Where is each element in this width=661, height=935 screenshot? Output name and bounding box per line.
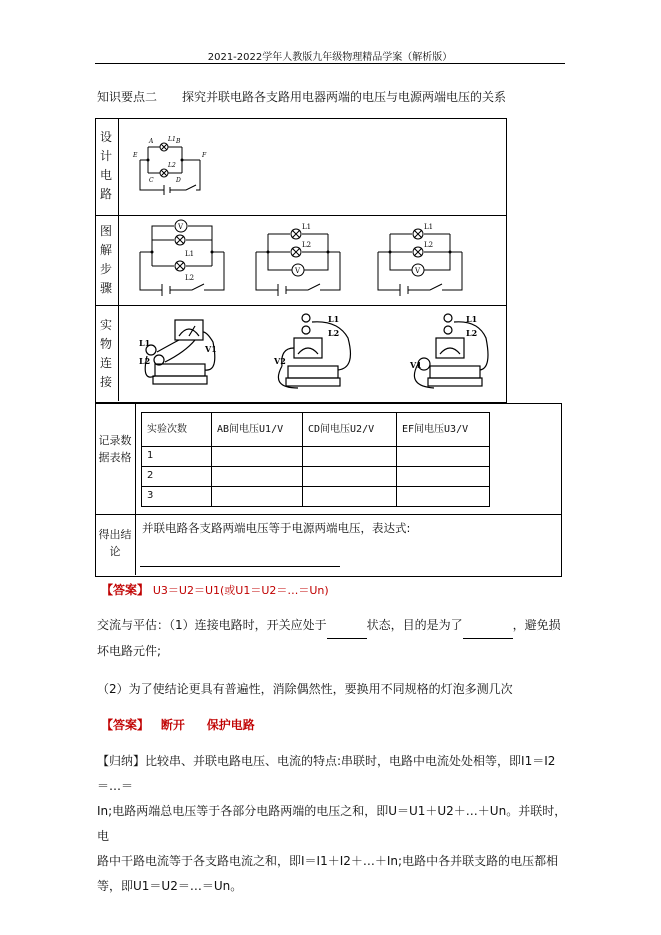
- design-label: E: [133, 152, 138, 159]
- table-cell: 3: [141, 486, 212, 507]
- table-cell[interactable]: [302, 446, 397, 467]
- answer-tag: 【答案】: [101, 583, 150, 597]
- answer-text: 保护电路: [206, 718, 255, 732]
- diagram-circuit-2: [248, 212, 348, 300]
- design-label: D: [176, 177, 181, 184]
- summary-line: 路中干路电流等于各支路电流之和，即I＝I1＋I2＋…＋In;电路中各并联支路的电压都相: [97, 854, 559, 868]
- table-cell: 1: [141, 446, 212, 467]
- table-header: AB间电压U1/V: [211, 412, 303, 447]
- blank-field[interactable]: [327, 613, 367, 639]
- design-circuit-diagram: [130, 132, 210, 197]
- row-label-physical: 实物连接: [99, 318, 112, 389]
- physical-setup-3: [400, 308, 490, 394]
- diagram-3-label: L2: [424, 241, 434, 249]
- table-cell[interactable]: [211, 486, 303, 507]
- exchange-text: 坏电路元件;: [97, 644, 162, 658]
- section-label: 知识要点二: [97, 90, 158, 104]
- table-header: EF间电压U3/V: [396, 412, 490, 447]
- table-header: 实验次数: [141, 412, 212, 447]
- summary-line: 等，即U1＝U2＝…＝Un。: [97, 879, 243, 893]
- blank-field[interactable]: [463, 613, 513, 639]
- exchange-text: 交流与平估：（1）连接电路时，开关应处于: [97, 618, 327, 632]
- physical-setup-2: [268, 308, 358, 394]
- diagram-2-label: L1: [302, 223, 312, 231]
- question-2: （2）为了使结论更具有普遍性，消除偶然性，要换用不同规格的灯泡多测几次: [97, 682, 513, 696]
- table-header: CD间电压U2/V: [302, 412, 397, 447]
- design-label: B: [176, 138, 181, 145]
- design-label: A: [149, 138, 154, 145]
- answer-blank-line[interactable]: [140, 566, 340, 567]
- design-label: F: [202, 152, 207, 159]
- exchange-text: 状态，目的是为了: [366, 618, 463, 632]
- physical-1-label: L1: [139, 338, 151, 348]
- physical-2-label: L1: [328, 314, 340, 324]
- table-cell: 2: [141, 466, 212, 487]
- conclusion-text: 并联电路各支路两端电压等于电源两端电压，表达式:: [142, 521, 411, 535]
- physical-3-label: L1: [466, 314, 478, 324]
- section-title: 探究并联电路各支路用电器两端的电压与电源两端电压的关系: [182, 90, 507, 104]
- row-label-design: 设计电路: [99, 130, 112, 201]
- physical-3-label: L2: [466, 328, 478, 338]
- diagram-circuit-3: [370, 212, 470, 300]
- answer-text: 断开: [160, 718, 185, 732]
- header-rule: [95, 63, 565, 64]
- summary-line: In;电路两端总电压等于各部分电路两端的电压之和，即U＝U1＋U2＋…＋Un。并联时，电: [97, 804, 567, 843]
- physical-setup-1: [135, 312, 225, 394]
- table-cell[interactable]: [211, 446, 303, 467]
- design-label: L1: [168, 136, 176, 143]
- page-header: 2021-2022学年人教版九年级物理精品学案（解析版）: [207, 52, 453, 63]
- table-cell[interactable]: [302, 466, 397, 487]
- table-cell[interactable]: [396, 486, 490, 507]
- diagram-circuit-1: [132, 212, 232, 300]
- table-cell[interactable]: [396, 466, 490, 487]
- physical-2-label: V2: [274, 356, 286, 366]
- summary-block: [97, 749, 567, 899]
- answer-tag: 【答案】: [101, 718, 150, 732]
- physical-1-label: V1: [205, 344, 217, 354]
- answer-text: U3＝U2＝U1(或U1＝U2＝…＝Un): [152, 584, 329, 597]
- design-label: C: [149, 177, 154, 184]
- design-label: L2: [168, 162, 176, 169]
- physical-1-label: L2: [139, 356, 151, 366]
- diagram-2-label: L2: [302, 241, 312, 249]
- table-cell[interactable]: [302, 486, 397, 507]
- diagram-1-label: L2: [185, 274, 195, 282]
- row-label-record: 记录数据表格: [98, 434, 132, 464]
- table-cell[interactable]: [211, 466, 303, 487]
- physical-2-label: L2: [328, 328, 340, 338]
- diagram-1-label: V: [178, 223, 184, 231]
- row-label-diagram: 图解步骤: [99, 224, 112, 295]
- exchange-text: ，避免损: [512, 618, 561, 632]
- physical-3-label: V1: [410, 360, 422, 370]
- diagram-3-label: L1: [424, 223, 434, 231]
- table-cell[interactable]: [396, 446, 490, 467]
- diagram-3-label: V: [415, 267, 421, 275]
- summary-line: 【归纳】比较串、并联电路电压、电流的特点:串联时，电路中电流处处相等，即I1＝I2＝…＝: [97, 754, 556, 793]
- row-label-conclusion: 得出结论: [98, 528, 132, 558]
- diagram-1-label: L1: [185, 250, 195, 258]
- diagram-2-label: V: [295, 267, 301, 275]
